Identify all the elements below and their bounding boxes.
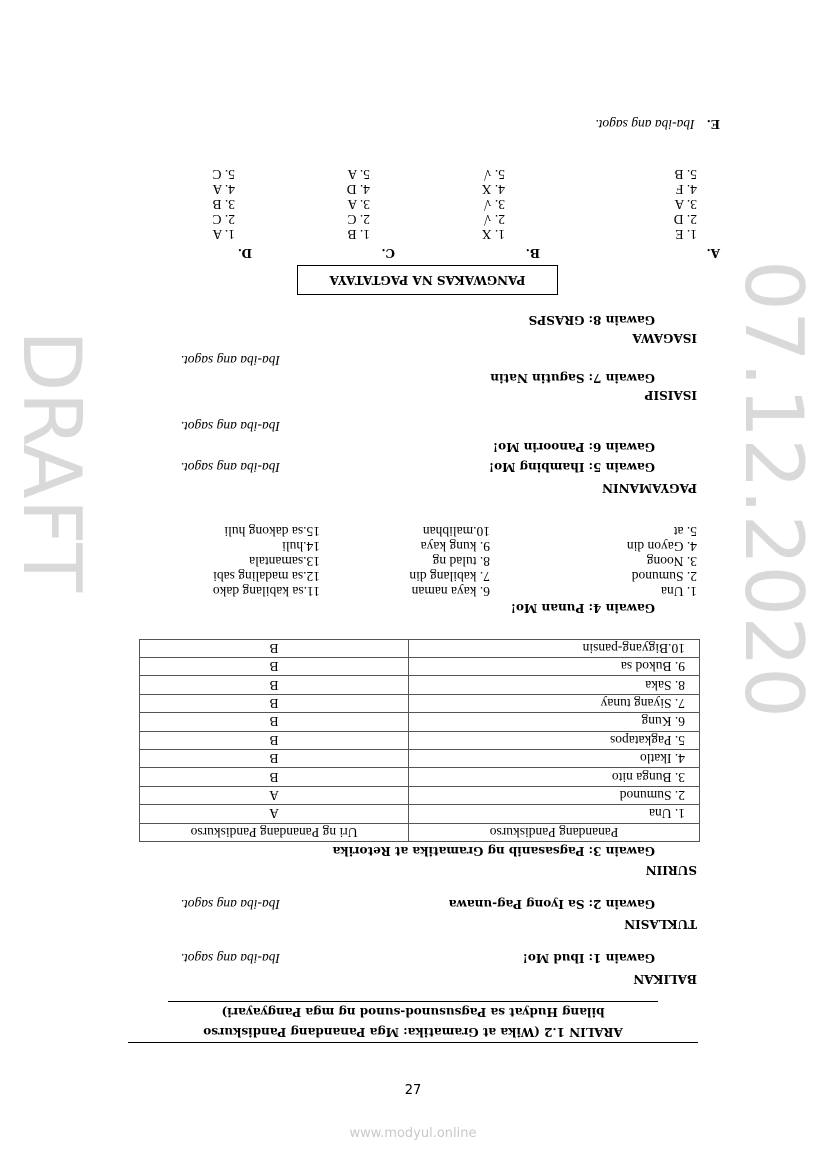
answer-item: 5. C	[212, 167, 235, 182]
list-item: 11.sa kabilang dako	[212, 584, 320, 599]
table-header-row	[140, 823, 700, 841]
section-pagyamanin: PAGYAMANIN	[602, 481, 697, 495]
table-cell: B	[140, 768, 409, 786]
gawain-8-heading: Gawain 8: GRASPS	[528, 313, 655, 327]
table-cell: 6. Kung	[409, 713, 700, 731]
list-item: 9. kung kaya	[420, 539, 490, 554]
part-a-answers	[674, 167, 697, 242]
table-cell: 7. Siyang tunay	[409, 694, 700, 712]
table-cell: A	[140, 805, 409, 823]
gawain-2-answer: Iba-iba ang sagot.	[180, 897, 280, 912]
answer-item: 3. A	[674, 197, 697, 212]
page-number: 27	[404, 1083, 422, 1098]
answer-item: 1. B	[347, 227, 370, 242]
part-e	[595, 115, 720, 133]
table-cell: A	[140, 786, 409, 804]
part-d-label: D.	[237, 246, 252, 260]
table-row	[140, 768, 700, 786]
answer-item: 5. √	[484, 167, 505, 182]
gawain-1-heading: Gawain 1: Ibud Mo!	[522, 951, 655, 965]
table-row	[140, 658, 700, 676]
section-balikan: BALIKAN	[633, 972, 697, 986]
list-item: 8. tulad ng	[432, 554, 490, 569]
gawain-4-heading: Gawain 4: Punan Mo!	[510, 601, 655, 615]
table-row	[140, 805, 700, 823]
answer-item: 1. X	[481, 227, 505, 242]
answer-item: 3. A	[347, 197, 370, 212]
section-tuklasin: TUKLASIN	[624, 917, 697, 931]
table-row	[140, 731, 700, 749]
table-cell: B	[140, 676, 409, 694]
watermark-date: 07.12.2020	[727, 260, 820, 719]
table-row	[140, 750, 700, 768]
table-header: Uri ng Panandang Pandiskurso	[140, 823, 409, 841]
gawain-5-heading: Gawain 5: Ihambing Mo!	[488, 460, 655, 474]
table-cell: B	[140, 694, 409, 712]
table-row	[140, 713, 700, 731]
answer-item: 4. X	[481, 182, 505, 197]
part-b-answers	[482, 167, 505, 242]
gawain-5-answer: Iba-iba ang sagot.	[180, 460, 280, 475]
answer-item: 4. F	[675, 182, 697, 197]
list-item: 6. kaya naman	[411, 584, 490, 599]
answer-item: 4. A	[212, 182, 235, 197]
part-e-label: E.	[706, 117, 720, 131]
list-item: 1. Una	[661, 584, 697, 599]
table-cell: B	[140, 639, 409, 657]
lesson-title	[128, 1001, 698, 1043]
part-e-answer: Iba-iba ang sagot.	[595, 117, 695, 132]
list-item: 3. Noong	[646, 554, 697, 569]
answer-item: 2. D	[673, 212, 697, 227]
part-a-label: A.	[706, 246, 720, 260]
gawain-6-answer: Iba-iba ang sagot.	[180, 419, 280, 434]
table-cell: B	[140, 731, 409, 749]
gawain-3-heading: Gawain 3: Pagsasanib ng Gramatika at Retorika	[332, 844, 655, 858]
part-c-answers	[347, 167, 370, 242]
table-cell: 4. Ikatlo	[409, 750, 700, 768]
list-item: 7. kabilang din	[409, 569, 490, 584]
answer-item: 3. B	[212, 197, 235, 212]
list-item: 5. at	[673, 524, 697, 539]
gawain-4-col-2	[409, 524, 490, 599]
gawain-4-col-3	[213, 524, 320, 599]
answer-item: 5. A	[347, 167, 370, 182]
part-c-label: C.	[381, 246, 395, 260]
answer-item: 3. √	[484, 197, 505, 212]
table-cell: B	[140, 750, 409, 768]
table-row	[140, 639, 700, 657]
table-cell: 9. Bukod sa	[409, 658, 700, 676]
table-cell: 10.Bigyang-pansin	[409, 639, 700, 657]
section-isaisip: ISAISIP	[644, 388, 697, 402]
list-item: 13.samantala	[249, 554, 320, 569]
title-line-1: ARALIN 1.2 (Wika at Gramatika: Mga Panandang Pandiskurso	[128, 1022, 698, 1043]
gawain-2-heading: Gawain 2: Sa Iyong Pag-unawa	[448, 897, 655, 911]
table-cell: 3. Bunga nito	[409, 768, 700, 786]
table-cell: B	[140, 713, 409, 731]
answer-item: 5. B	[674, 167, 697, 182]
answer-item: 2. C	[347, 212, 370, 227]
table-cell: B	[140, 658, 409, 676]
table-cell: 5. Pagkatapos	[409, 731, 700, 749]
table-row	[140, 694, 700, 712]
title-line-2: bilang Hudyat sa Pagsusunod-sunod ng mga Pangyayari)	[168, 1001, 658, 1022]
gawain-4-col-1	[627, 524, 697, 599]
watermark-draft: DRAFT	[5, 330, 98, 593]
section-suriin: SURIIN	[645, 863, 697, 877]
gawain-6-heading: Gawain 6: Panoorin Mo!	[492, 440, 655, 454]
list-item: 4. Gayon din	[626, 539, 697, 554]
answer-item: 2. C	[212, 212, 235, 227]
pananda-table	[139, 639, 700, 842]
answer-item: 1. E	[675, 227, 697, 242]
gawain-7-answer: Iba-iba ang sagot.	[180, 353, 280, 368]
site-watermark: www.modyul.online	[349, 1126, 477, 1141]
gawain-1-answer: Iba-iba ang sagot.	[180, 951, 280, 966]
gawain-7-heading: Gawain 7: Sagutin Natin	[490, 371, 655, 385]
answer-item: 1. A	[212, 227, 235, 242]
list-item: 2. Sumunod	[631, 569, 697, 584]
part-d-answers	[212, 167, 235, 242]
table-cell: 1. Una	[409, 805, 700, 823]
table-header: Panandang Pandiskurso	[409, 823, 700, 841]
table-row	[140, 786, 700, 804]
section-isagawa: ISAGAWA	[632, 331, 697, 345]
answer-item: 4. D	[346, 182, 370, 197]
part-b-label: B.	[525, 246, 540, 260]
list-item: 14.huli	[282, 539, 320, 554]
pangwakas-title-box: PANGWAKAS NA PAGTATAYA	[297, 265, 558, 295]
list-item: 10.malibhan	[422, 524, 490, 539]
list-item: 15.sa dakong huli	[224, 524, 320, 539]
list-item: 12.sa madaling sabi	[213, 569, 320, 584]
answer-item: 2. √	[484, 212, 505, 227]
table-cell: 2. Sumunod	[409, 786, 700, 804]
table-cell: 8. Saka	[409, 676, 700, 694]
table-row	[140, 676, 700, 694]
